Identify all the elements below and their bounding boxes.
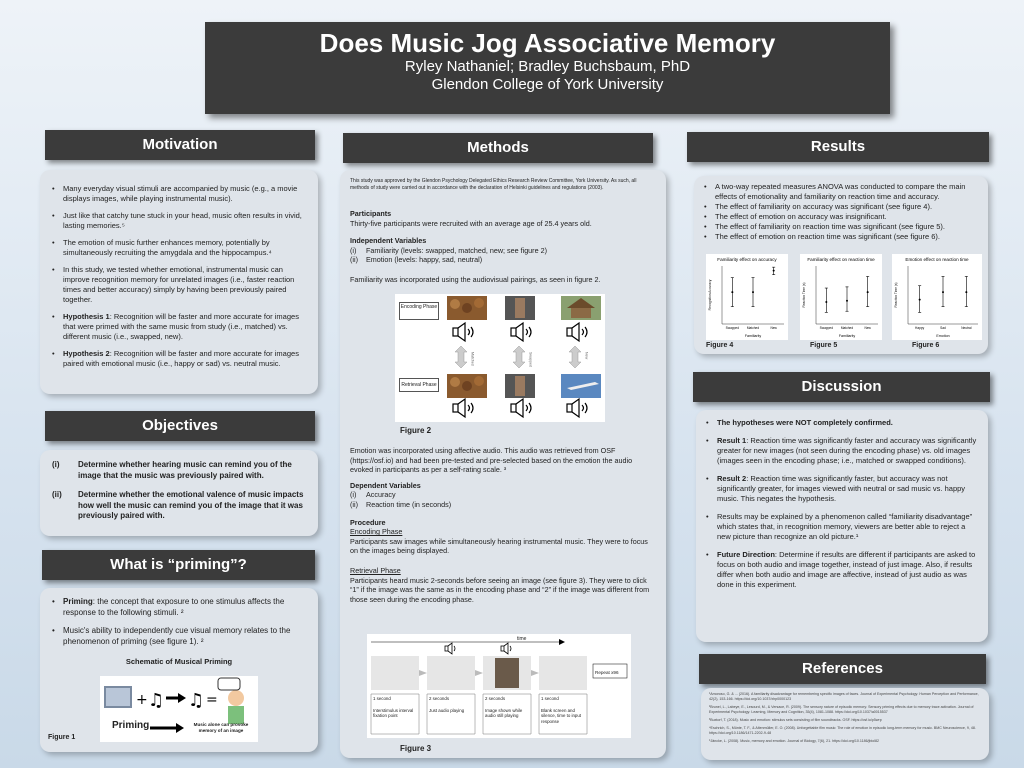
results-item: • The effect of emotion on reaction time was significant (see figure 6). (702, 232, 978, 242)
figure-2-graphic (395, 294, 605, 422)
participants-text: Thirty-five participants were recruited with an average age of 25.4 years old. (350, 218, 592, 228)
priming-item (50, 597, 308, 618)
chart-tick-label: New (864, 326, 871, 330)
motivation-item: • Many everyday visual stimuli are accompanied by music (e.g., a movie displays images, while playing instrumental music). (50, 184, 308, 204)
iv-number: (ii) (350, 255, 358, 265)
results-item: • The effect of familiarity on accuracy was significant (see figure 4). (702, 202, 978, 212)
chart-point (773, 270, 775, 272)
figure-2 (395, 294, 605, 422)
ethics-statement: This study was approved by the Glendon Psychology Delegated Ethics Research Review Committee, York University. As such, all methods of study were carried out in accordance with the declaration of Helsinki guidelines and regulations (2003). (350, 178, 637, 191)
discussion-item (704, 418, 978, 428)
chart-y-label: Recognition Accuracy (708, 279, 712, 311)
poster-title-banner (205, 22, 890, 114)
chart-point (965, 291, 967, 293)
results-item: • The effect of emotion on accuracy was insignificant. (702, 212, 978, 222)
dv-text: Reaction time (in seconds) (366, 499, 452, 509)
hypothesis-2-text: : Recognition will be faster and more accurate for images paired with emotional music (i.e., happy or sad) vs. neutral music. (63, 349, 299, 368)
dv-heading: Dependent Variables (350, 480, 421, 490)
references-panel (701, 688, 989, 760)
priming-word: Priming (112, 720, 150, 731)
motivation-item: • In this study, we tested whether emotional, instrumental music can improve recognition memory for unrelated images (i.e., faster reaction times and better accuracy) simply by having been previously paired together. (50, 265, 308, 305)
chart-5-svg (800, 254, 882, 340)
priming-definition: : the concept that exposure to one stimulus affects the response to the following stimuli. ² (63, 597, 285, 617)
chart-tick-label: Swapped (725, 326, 739, 330)
priming-schematic (100, 676, 258, 742)
discussion-item: • Results may be explained by a phenomenon called “familiarity disadvantage” which states that, in recognition memory, viewers are better able to reject a new picture than recognize an old picture.¹ (704, 512, 978, 542)
chart-tick-label: New (770, 326, 777, 330)
motivation-list (50, 184, 308, 369)
chart-tick-label: Sad (940, 326, 946, 330)
results-item: • A two-way repeated measures ANOVA was conducted to compare the main effects of emotionality and familiarity on reaction time and accuracy. (702, 182, 978, 202)
motivation-panel (40, 170, 318, 394)
results-panel (694, 176, 988, 354)
objective-item (52, 490, 308, 522)
chart-figure-4 (706, 254, 788, 340)
chart-title: Familiarity effect on reaction time (807, 257, 875, 262)
chart-point (752, 291, 754, 293)
hypothesis-1 (50, 312, 308, 342)
reference-item: ⁴Eschrich, S., Münte, T. F., & Altenmüller, E. O. (2008). Unforgettable film music: The role of emotion in episodic long-term memory for music. BMC Neuroscience, 9, 48. https://doi.org/10.1186/1471-2202-9-48 (709, 726, 976, 735)
fig3-repeat-label: Repeat x96 (595, 670, 619, 675)
chart-point (731, 291, 733, 293)
chart-x-label: Familiarity (744, 334, 762, 338)
methods-lower (350, 446, 656, 610)
retrieval-text: Participants heard music 2-seconds before seeing an image (see figure 3). They were to click “1” if the image was the same as in the encoding phase and “2” if the image was different from those seen during the encoding phase. (350, 575, 650, 604)
hypothesis-2 (50, 349, 308, 369)
chart-point (825, 301, 827, 303)
discussion-lead: The hypotheses were NOT completely confirmed. (717, 418, 893, 427)
encoding-text: Participants saw images while simultaneously hearing instrumental music. They were to focus on the images being displayed. (350, 536, 648, 556)
chart-point (846, 300, 848, 302)
figure-2-caption: Figure 2 (400, 426, 432, 435)
chart-point (919, 299, 921, 301)
methods-panel (340, 170, 666, 758)
chart-tick-label: Swapped (819, 326, 833, 330)
authors: Ryley Nathaniel; Bradley Buchsbaum, PhD (404, 58, 691, 75)
svg-text:♫: ♫ (148, 690, 165, 711)
encoding-heading: Encoding Phase (350, 527, 403, 537)
dv-number: (i) (350, 490, 357, 500)
fig2-label-swapped: Swapped (528, 352, 533, 367)
chart-tick-label: Happy (915, 326, 925, 330)
participants-heading: Participants (350, 209, 392, 218)
discussion-list (704, 418, 978, 590)
figure-5-caption: Figure 5 (810, 342, 838, 349)
results-heading: Results (687, 132, 989, 162)
future-direction-label: Future Direction (717, 550, 775, 559)
discussion-panel (696, 410, 988, 642)
iv-text: Emotion (levels: happy, sad, neutral) (366, 255, 483, 265)
methods-heading: Methods (343, 133, 653, 163)
priming-list (50, 597, 308, 647)
figure-1-caption: Figure 1 (48, 734, 76, 741)
objective-text: Determine whether the emotional valence of music impacts how well the music can remind you of the image that it was previously paired with. (78, 490, 304, 520)
priming-panel (40, 588, 318, 752)
chart-point (942, 291, 944, 293)
hypothesis-2-label: Hypothesis 2 (63, 349, 110, 358)
dv-text: Accuracy (366, 490, 396, 500)
priming-item: • Music's ability to independently cue visual memory relates to the phenomenon of priming (see figure 1). ² (50, 626, 308, 647)
future-direction-text: : Determine if results are different if participants are asked to focus on both audio and image together, instead of just image. Also, if results differ when both audio and image are affective, instead of just audio as was done in this experiment. (717, 550, 976, 589)
result-1-text: : Reaction time was significantly faster and accuracy was significantly greater for new images (not seen during the encoding phase) vs. old images (images seen in the encoding phase; i.e., matched or swapped conditions). (717, 436, 977, 465)
svg-text:♫: ♫ (188, 690, 205, 711)
dv-item (350, 490, 656, 500)
chart-x-label: Emotion (936, 334, 950, 338)
chart-title: Emotion effect on reaction time (905, 257, 969, 262)
motivation-item: • The emotion of music further enhances memory, potentially by simultaneously recruiting the amygdala and the hippocampus.⁴ (50, 238, 308, 258)
figure-4-caption: Figure 4 (706, 342, 734, 349)
iv-heading: Independent Variables (350, 236, 427, 246)
figure-3-caption: Figure 3 (400, 744, 432, 753)
priming-term: Priming (63, 597, 93, 606)
priming-arrow-caption: Music alone can provoke memory of an image (193, 722, 249, 733)
objectives-panel (40, 450, 318, 536)
objective-number: (ii) (52, 490, 62, 499)
iv-text: Familiarity (levels: swapped, matched, new; see figure 2) (366, 245, 547, 255)
figure-3 (367, 634, 631, 738)
motivation-item: • Just like that catchy tune stuck in your head, music often results in vivid, lasting memories.⁵ (50, 211, 308, 231)
dv-item (350, 500, 656, 510)
objective-item (52, 460, 308, 481)
result-1-label: Result 1 (717, 436, 747, 445)
chart-6-svg (892, 254, 982, 340)
iv-number: (i) (350, 245, 357, 255)
hypothesis-1-label: Hypothesis 1 (63, 312, 110, 321)
svg-text:+: + (136, 692, 148, 708)
fig3-time-label: time (517, 636, 527, 642)
chart-figure-6 (892, 254, 982, 340)
poster-title: Does Music Jog Associative Memory (319, 28, 776, 58)
discussion-heading: Discussion (693, 372, 990, 402)
encoding-phase-label: Encoding Phase (399, 302, 439, 320)
chart-tick-label: Matched (746, 326, 760, 330)
iv-item (350, 255, 656, 265)
fig2-label-new: New (584, 352, 589, 360)
references-heading: References (699, 654, 986, 684)
result-2-text: : Reaction time was significantly faster, but accuracy was not significantly greater, for images viewed with neutral or sad music vs. happy music. This negates the hypothesis. (717, 474, 966, 503)
fig3-step: 1 second Interstimulus interval fixation point (373, 696, 414, 719)
iv-item (350, 246, 656, 256)
chart-tick-label: Neutral (961, 326, 972, 330)
retrieval-heading: Retrieval Phase (350, 565, 401, 575)
retrieval-phase-label: Retrieval Phase (399, 378, 439, 392)
reference-item: ²Brunel, L., Labeye, E., Lesourd, M., & Versace, R. (2009). The sensory nature of episodic memory: Sensory priming effects due to memory trace activation. Journal of Experimental Psychology: Learning, Memory and Cognition, 35(4), 1081-1088. https://doi.org/10.1037/a0015537 (709, 705, 974, 714)
familiarity-note: Familiarity was incorporated using the audiovisual pairings, as seen in figure 2. (350, 274, 601, 284)
chart-4-svg (706, 254, 788, 340)
figure-3-graphic (367, 634, 631, 738)
discussion-item (704, 550, 978, 590)
schematic-title: Schematic of Musical Priming (125, 657, 233, 666)
discussion-item (704, 474, 978, 504)
result-2-label: Result 2 (717, 474, 747, 483)
priming-heading: What is “priming”? (42, 550, 315, 580)
fig3-step: 2 seconds Image shown while audio still playing (485, 696, 523, 719)
objective-text: Determine whether hearing music can remind you of the image that the music was previously paired with. (78, 460, 292, 480)
chart-y-label: Reaction Time (s) (802, 282, 806, 308)
emotion-note: Emotion was incorporated using affective audio. This audio was retrieved from OSF (https://osf.io) and had been pre-tested and pre-selected based on the emotion the audio evoked in participants as per a self-rating scale. ³ (350, 446, 633, 475)
chart-point (867, 291, 869, 293)
figure-6-caption: Figure 6 (912, 342, 940, 349)
objective-number: (i) (52, 460, 60, 469)
results-list (702, 182, 978, 242)
chart-x-label: Familiarity (838, 334, 856, 338)
fig2-label-matched: Matched (470, 352, 475, 366)
objectives-heading: Objectives (45, 411, 315, 441)
results-item: • The effect of familiarity on reaction time was significant (see figure 5). (702, 222, 978, 232)
chart-y-label: Reaction Time (s) (894, 282, 898, 308)
reference-item: ⁵Jäncke, L. (2008). Music, memory and emotion. Journal of Biology, 7(6), 21. https://doi.org/10.1186/jbiol82 (709, 739, 879, 743)
svg-text:=: = (206, 692, 218, 708)
reference-item: ¹Amoroso, G. & ... (2016). A familiarity disadvantage for remembering specific images of faces. Journal of Experimental Psychology: Human Perception and Performance, 42(2), 153-166. https://doi.org/10.1037/xhp0000123 (709, 692, 979, 701)
affiliation: Glendon College of York University (431, 76, 664, 93)
fig3-step: 1 second Blank screen and silence, time to input response (541, 696, 582, 725)
chart-title: Familiarity effect on accuracy (717, 257, 777, 262)
dv-number: (ii) (350, 499, 358, 509)
reference-item: ³Buxtorf, T. (2018). Music and emotion: stimulus sets consisting of film soundtracks. OSF. https://osf.io/p5wrp (709, 718, 882, 722)
procedure-heading: Procedure (350, 517, 386, 527)
chart-tick-label: Matched (840, 326, 854, 330)
motivation-heading: Motivation (45, 130, 315, 160)
discussion-item (704, 436, 978, 466)
chart-figure-5 (800, 254, 882, 340)
fig3-step: 2 seconds Just audio playing (429, 696, 465, 713)
hypothesis-1-text: : Recognition will be faster and more accurate for images that were primed with the same music from study (i.e., matched) vs. different music (i.e., swapped, new). (63, 312, 299, 341)
